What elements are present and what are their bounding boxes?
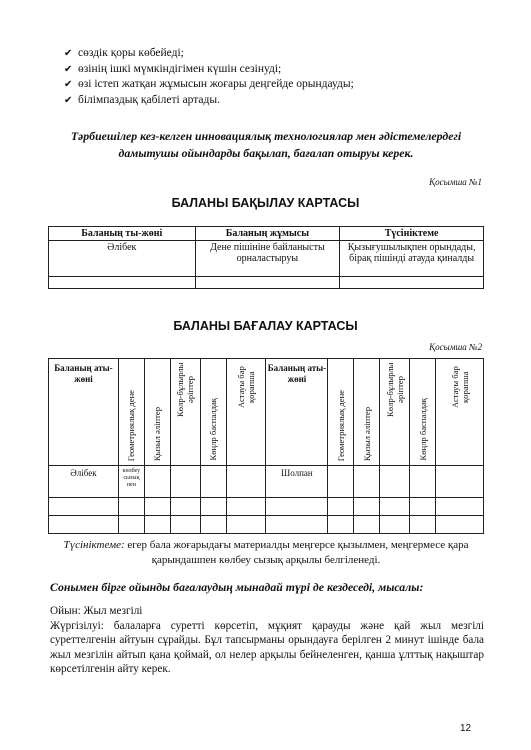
mark-cell: көлбеу сызық пен <box>118 466 144 498</box>
section-heading: Сонымен бірге ойынды бағалаудың мынадай түрі де кездеседі, мысалы: <box>50 580 424 594</box>
table-cell <box>354 516 380 534</box>
evaluation-table <box>48 358 484 534</box>
column-header: Баланың жұмысы <box>195 227 340 241</box>
mark-cell <box>410 466 436 498</box>
column-header: Түсініктеме <box>340 227 484 241</box>
table-caption <box>48 538 484 568</box>
appendix-label-1: Қосымша №1 <box>429 177 482 187</box>
column-header-name: Баланың аты-жөні <box>49 359 119 466</box>
list-item-text: өзінің ішкі мүмкіндігімен күшін сезінуді; <box>78 62 282 75</box>
criterion-label: Астауы бар қорапша <box>449 366 470 408</box>
observation-card-title: БАЛАНЫ БАҚЫЛАУ КАРТАСЫ <box>171 196 360 210</box>
page-number: 12 <box>460 723 472 734</box>
table-cell <box>226 498 266 516</box>
table-cell <box>170 516 200 534</box>
table-cell <box>195 277 340 289</box>
mark-cell <box>200 466 226 498</box>
table-cell <box>328 516 354 534</box>
column-header <box>436 359 484 466</box>
column-header <box>328 359 354 466</box>
criterion-label: Геометриялық дене <box>335 389 346 461</box>
child-name-cell: Шолпан <box>266 466 328 498</box>
criterion-label: Қызыл әліптер <box>361 406 372 461</box>
column-header <box>410 359 436 466</box>
game-text: Жүргізілуі: балаларға суретті көрсетіп, мұқият қарауды және қай жыл мезгілі суреттелгенін айтуын сұрайды. Бұл тапсырманы орындауға берілген 2 минут ішінде бала жыл мезгілін айтып қана қоймай, ол нелер арқылы бейнеленген, қанша ұлттық нақыштар көрсетілгенін айту керек. <box>50 619 484 676</box>
observation-table <box>48 226 484 289</box>
table-cell: Дене пішініне байланысты орналастыруы <box>195 241 340 277</box>
criterion-label: Көңлр баспалдақ <box>208 398 219 461</box>
checkmark-icon: ✔ <box>64 79 73 90</box>
criterion-label: Қызыл әліптер <box>152 406 163 461</box>
caption-label: Түсініктеме: <box>63 539 125 551</box>
table-cell <box>200 516 226 534</box>
mark-cell <box>354 466 380 498</box>
table-header-row <box>49 359 484 466</box>
caption-text: егер бала жоғарыдағы материалды меңгерсе қызылмен, меңгермесе қара қарындашпен көлбеу сызық арқылы белгіленеді. <box>124 539 469 566</box>
table-cell <box>410 516 436 534</box>
table-row <box>49 241 484 277</box>
table-cell <box>144 498 170 516</box>
column-header <box>118 359 144 466</box>
table-cell <box>226 516 266 534</box>
checkmark-icon: ✔ <box>64 94 73 106</box>
table-cell <box>49 277 196 289</box>
table-cell <box>380 498 410 516</box>
list-item <box>64 77 484 93</box>
column-header <box>380 359 410 466</box>
criterion-label: Астауы бар қорапша <box>236 366 257 408</box>
criterion-label: Геометриялық дене <box>126 389 137 461</box>
list-item <box>64 62 484 78</box>
column-header <box>170 359 200 466</box>
table-cell <box>354 498 380 516</box>
table-row <box>49 498 484 516</box>
checkmark-icon: ✔ <box>64 63 73 75</box>
table-cell <box>200 498 226 516</box>
table-cell <box>380 516 410 534</box>
table-row <box>49 516 484 534</box>
table-header-row <box>49 227 484 241</box>
table-cell <box>410 498 436 516</box>
mark-cell <box>328 466 354 498</box>
column-header <box>354 359 380 466</box>
table-cell: Әлібек <box>49 241 196 277</box>
column-header <box>226 359 266 466</box>
list-item <box>64 46 484 62</box>
table-cell <box>436 498 484 516</box>
appendix-label-2: Қосымша №2 <box>429 342 482 352</box>
table-cell <box>118 516 144 534</box>
evaluation-card-title: БАЛАНЫ БАҒАЛАУ КАРТАСЫ <box>173 319 358 333</box>
table-cell <box>49 498 119 516</box>
mark-cell <box>144 466 170 498</box>
criterion-label: Көлр-бұлырлы әріптер <box>384 362 405 418</box>
mark-cell <box>380 466 410 498</box>
table-cell <box>340 277 484 289</box>
table-row <box>49 466 484 498</box>
list-item-text: өзі істеп жатқан жұмысын жоғары деңгейде орындауды; <box>78 78 354 90</box>
mark-cell <box>170 466 200 498</box>
list-item <box>64 93 484 109</box>
table-cell <box>49 516 119 534</box>
table-cell <box>170 498 200 516</box>
column-header <box>144 359 170 466</box>
table-cell <box>266 516 328 534</box>
mark-cell <box>436 466 484 498</box>
table-cell <box>328 498 354 516</box>
table-cell <box>118 498 144 516</box>
criterion-label: Көңлр баспалдақ <box>417 398 428 461</box>
table-cell <box>436 516 484 534</box>
criterion-label: Көлр-бұлырлы әріптер <box>175 362 196 418</box>
game-description <box>50 604 484 677</box>
column-header <box>200 359 226 466</box>
table-cell <box>266 498 328 516</box>
checkmark-icon: ✔ <box>64 48 73 59</box>
table-cell <box>144 516 170 534</box>
mark-cell <box>226 466 266 498</box>
child-name-cell: Әлібек <box>49 466 119 498</box>
list-item-text: сөздік қоры көбейеді; <box>78 47 184 59</box>
list-item-text: білімпаздық қабілеті артады. <box>78 93 220 106</box>
table-cell: Қызығушылықпен орындады, бірақ пішінді атауда қиналды <box>340 241 484 277</box>
table-row <box>49 277 484 289</box>
game-title: Ойын: Жыл мезгілі <box>50 605 143 617</box>
outcomes-list <box>64 46 484 108</box>
column-header-name: Баланың аты-жөні <box>266 359 328 466</box>
column-header: Баланың ты-жөні <box>49 227 196 241</box>
teacher-note: Тәрбиешілер кез-келген инновациялық технологиялар мен әдістемелердегі дамытушы ойындарды бақылап, бағалап отыруы керек. <box>70 129 462 160</box>
